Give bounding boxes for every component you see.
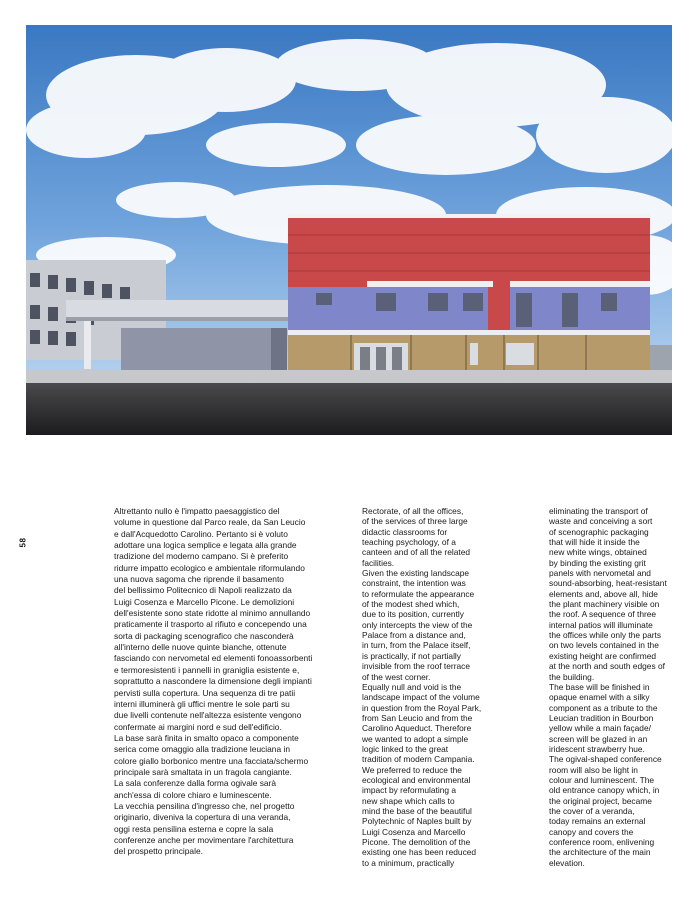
conference-room <box>121 328 273 372</box>
building-photo <box>26 25 672 435</box>
italian-text-column: Altrettanto nullo è l'impatto paesaggistico del volume in questione dal Parco reale, da San Leucio e dall'Acquedotto Carolino. Pertanto si è voluto adottare una logica semplice e legata alla grande tradizione del moderno campano. Si è preferito ridurre impatto ecologico e ambientale riformulando una nuova sagoma che riprende il basamento del bellissimo Politecnico di Napoli realizzato da Luigi Cosenza e Marcello Picone. Le demolizioni dell'esistente sono state ridotte al minimo annullando praticamente il trasporto al rifiuto e concependo una sorta di packaging scenografico che nasconderà all'interno delle nuove quinte bianche, ottenute fasciando con nervometal ed elementi fonoassorbenti e termoresistenti i pannelli in graniglia esistente e, soprattutto a nascondere la dimensione degli impianti pervisti sulla copertura. Una sequenza di tre patii interni illuminerà gli uffici mentre le sole parti su due livelli contenute nell'altezza esistente vengono confermate ai margini nord e sud dell'edificio. La base sarà finita in smalto opaco a componente serica come omaggio alla tradizione leuciana in colore giallo borbonico mentre una facciata/schermo principale sarà smaltata in un fragola cangiante. La sala conferenze dalla forma ogivale sarà anch'essa di colore chiaro e luminescente. La vecchia pensilina d'ingresso che, nel progetto originario, diveniva la copertura di una veranda, oggi resta pensilina esterna e copre la sala conferenze anche per movimentare l'architettura del prospetto principale. <box>114 506 313 857</box>
road <box>26 383 672 435</box>
english-text-column-1: Rectorate, of all the offices, of the services of three large didactic classrooms for teaching psychology, of a canteen and of all the related facilities. Given the existing landscape constraint, the intention was to reformulate the appearance of the modest shed which, due to its position, currently only intercepts the view of the Palace from a distance and, in turn, from the Palace itself, is practically, if not partially invisible from the roof terrace of the west corner. Equally null and void is the landscape impact of the volume in question from the Royal Park, from San Leucio and from the Carolino Aqueduct. Therefore we wanted to adopt a simple logic linked to the great tradition of modern Campania. We preferred to reduce the ecological and environmental impact by reformulating a new shape which calls to mind the base of the beautiful Polytechnic of Naples built by Luigi Cosenza and Marcello Picone. The demolition of the existing one has been reduced to a minimum, practically <box>362 506 482 868</box>
english-text-column-2: eliminating the transport of waste and conceiving a sort of scenographic packaging that will hide it inside the new white wings, obtained by binding the existing grit panels with nervometal and sound-absorbing, heat-resistant elements and, above all, hide the plant machinery visible on the roof. A sequence of three internal patios will illuminate the offices while only the parts on two levels contained in the existing height are confirmed at the north and south edges of the building. The base will be finished in opaque enamel with a silky component as a tribute to the Leucian tradition in Bourbon yellow while a main façade/ screen will be glazed in an iridescent strawberry hue. The ogival-shaped conference room will also be light in colour and luminescent. The old entrance canopy which, in the original project, became the cover of a veranda, today remains an external canopy and covers the conference room, enlivening the architecture of the main elevation. <box>549 506 667 868</box>
page-number: 58 <box>18 537 28 548</box>
